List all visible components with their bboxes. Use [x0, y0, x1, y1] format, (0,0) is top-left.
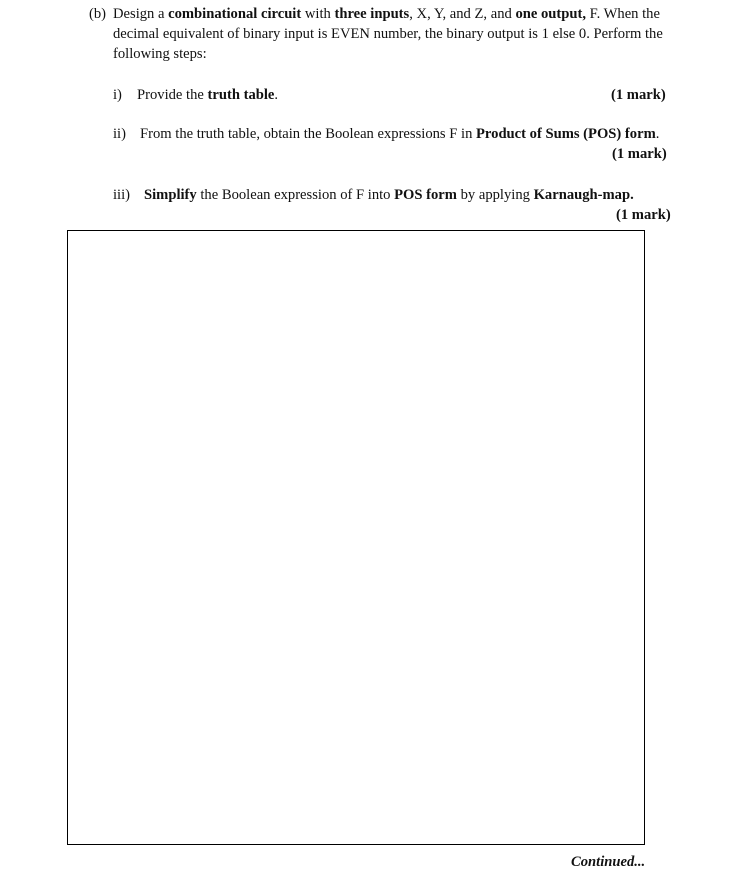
step-bold-karnaugh-map: Karnaugh-map.: [533, 187, 634, 203]
intro-bold-one-output: one output,: [515, 6, 586, 22]
step-text: the Boolean expression of F into: [196, 187, 395, 203]
step-bold-simplify: Simplify: [144, 187, 197, 203]
step-text: Provide the: [137, 87, 208, 103]
step-bold-pos-form: POS form: [394, 187, 457, 203]
intro-text: F. When the: [586, 6, 660, 22]
answer-box[interactable]: [67, 230, 645, 845]
step-3-text: [144, 185, 634, 205]
step-2-number: ii): [113, 126, 126, 142]
intro-bold-three-inputs: three inputs: [334, 6, 410, 22]
intro-text: , X, Y, and Z, and: [409, 6, 516, 22]
question-intro-line-1: [113, 4, 660, 24]
step-text: by applying: [456, 187, 534, 203]
question-label: (b): [89, 6, 107, 22]
step-1-text: [137, 85, 278, 105]
step-3-mark: (1 mark): [616, 207, 671, 223]
intro-bold-combinational-circuit: combinational circuit: [168, 6, 302, 22]
intro-text: with: [301, 6, 335, 22]
step-text: .: [655, 126, 660, 142]
step-2-mark: (1 mark): [612, 146, 667, 162]
step-1-number: i): [113, 87, 122, 103]
step-bold-pos-form: Product of Sums (POS) form: [476, 126, 656, 142]
step-bold-truth-table: truth table: [207, 87, 275, 103]
step-text: .: [274, 87, 279, 103]
question-intro-line-2: decimal equivalent of binary input is EVEN number, the binary output is 1 else 0. Perform the: [113, 26, 663, 42]
step-3-number: iii): [113, 187, 131, 203]
step-text: From the truth table, obtain the Boolean expressions F in: [140, 126, 477, 142]
intro-text: Design a: [113, 6, 169, 22]
step-1-mark: (1 mark): [611, 87, 666, 103]
step-2-text: [140, 124, 659, 144]
continued-label: Continued...: [571, 854, 646, 870]
question-intro-line-3: following steps:: [113, 46, 207, 62]
